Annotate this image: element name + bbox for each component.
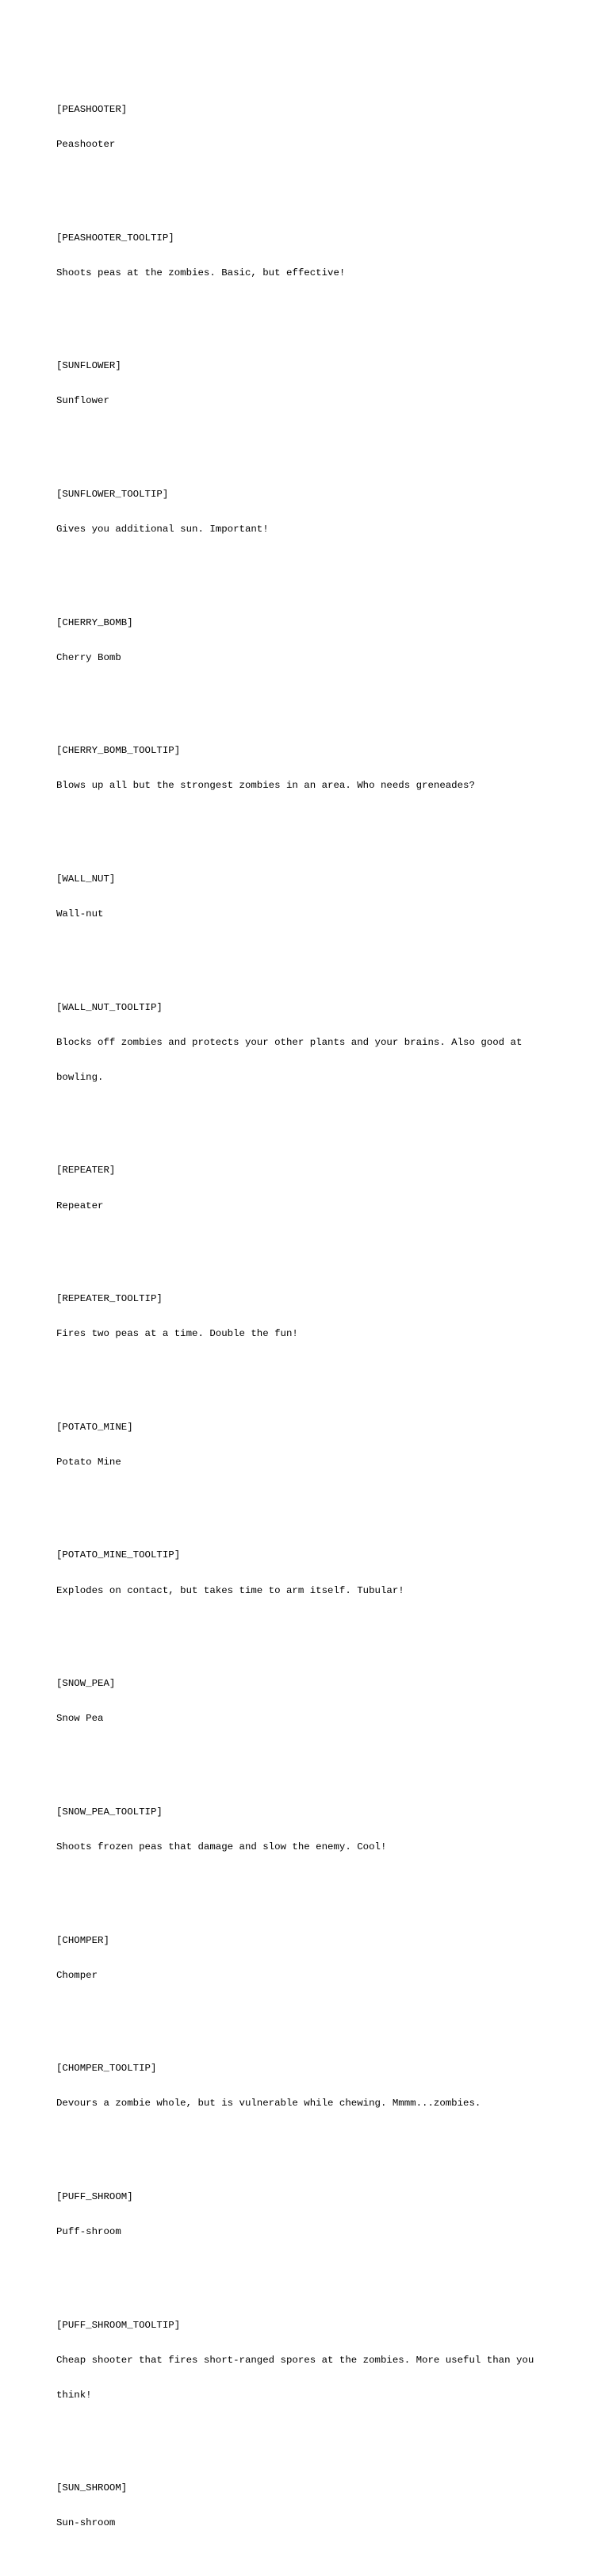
entry-key: [PEASHOOTER] <box>56 103 128 115</box>
entry-snow-pea <box>56 1655 564 1749</box>
document-page <box>56 57 564 2576</box>
entry-key: [REPEATER_TOOLTIP] <box>56 1293 163 1305</box>
entry-value: Cheap shooter that fires short-ranged spores at the zombies. More useful than you <box>56 2354 534 2366</box>
entry-value: Shoots peas at the zombies. Basic, but effective! <box>56 267 346 278</box>
entry-puff-shroom <box>56 2168 564 2262</box>
entry-key: [WALL_NUT] <box>56 873 116 885</box>
entry-key: [SUNFLOWER_TOOLTIP] <box>56 488 169 500</box>
entry-key: [SUNFLOWER] <box>56 360 121 372</box>
entry-potato-mine <box>56 1398 564 1491</box>
entry-value: Puff-shroom <box>56 2226 121 2237</box>
entry-value-continued: think! <box>56 2389 92 2401</box>
entry-value: Blocks off zombies and protects your other plants and your brains. Also good at <box>56 1036 523 1048</box>
entry-repeater-tooltip <box>56 1270 564 1364</box>
entry-key: [CHOMPER_TOOLTIP] <box>56 2063 157 2075</box>
entry-value: Blows up all but the strongest zombies in an area. Who needs greneades? <box>56 780 475 792</box>
entry-sunflower-tooltip <box>56 465 564 559</box>
entry-value: Devours a zombie whole, but is vulnerable while chewing. Mmmm...zombies. <box>56 2098 481 2110</box>
entry-key: [PEASHOOTER_TOOLTIP] <box>56 232 174 244</box>
entry-cherry-bomb <box>56 593 564 687</box>
entry-key: [WALL_NUT_TOOLTIP] <box>56 1001 163 1013</box>
entry-chomper <box>56 1911 564 2005</box>
entry-chomper-tooltip <box>56 2040 564 2133</box>
entry-key: [POTATO_MINE] <box>56 1421 133 1433</box>
entry-value: Chomper <box>56 1969 98 1981</box>
entry-key: [CHERRY_BOMB_TOOLTIP] <box>56 745 181 757</box>
entry-key: [SNOW_PEA_TOOLTIP] <box>56 1806 163 1818</box>
entry-key: [REPEATER] <box>56 1165 116 1177</box>
entry-key: [CHOMPER] <box>56 1934 109 1946</box>
entry-cherry-bomb-tooltip <box>56 722 564 816</box>
entry-key: [POTATO_MINE_TOOLTIP] <box>56 1549 181 1561</box>
entry-value: Wall-nut <box>56 908 104 920</box>
entry-sun-shroom <box>56 2459 564 2553</box>
entry-key: [PUFF_SHROOM] <box>56 2190 133 2202</box>
entry-key: [PUFF_SHROOM_TOOLTIP] <box>56 2319 181 2331</box>
entry-value: Potato Mine <box>56 1456 121 1468</box>
entry-value: Sunflower <box>56 395 109 407</box>
entry-wall-nut-tooltip <box>56 978 564 1107</box>
entry-key: [SUN_SHROOM] <box>56 2482 128 2494</box>
entry-key: [SNOW_PEA] <box>56 1678 116 1690</box>
entry-value: Explodes on contact, but takes time to arm itself. Tubular! <box>56 1584 404 1596</box>
entry-value: Fires two peas at a time. Double the fun! <box>56 1328 298 1340</box>
entry-peashooter-tooltip <box>56 209 564 302</box>
entry-value: Repeater <box>56 1200 104 1211</box>
entry-value: Peashooter <box>56 138 116 150</box>
entry-value: Snow Pea <box>56 1713 104 1725</box>
entry-value: Sun-shroom <box>56 2517 116 2529</box>
entry-wall-nut <box>56 850 564 944</box>
entry-key: [CHERRY_BOMB] <box>56 616 133 628</box>
entry-peashooter <box>56 80 564 174</box>
entry-puff-shroom-tooltip <box>56 2296 564 2424</box>
entry-value: Shoots frozen peas that damage and slow the enemy. Cool! <box>56 1841 387 1852</box>
entry-value: Cherry Bomb <box>56 651 121 663</box>
entry-value-continued: bowling. <box>56 1071 104 1083</box>
entry-sunflower <box>56 337 564 431</box>
entry-potato-mine-tooltip <box>56 1526 564 1620</box>
entry-repeater <box>56 1142 564 1235</box>
entry-value: Gives you additional sun. Important! <box>56 523 269 535</box>
entry-snow-pea-tooltip <box>56 1783 564 1876</box>
